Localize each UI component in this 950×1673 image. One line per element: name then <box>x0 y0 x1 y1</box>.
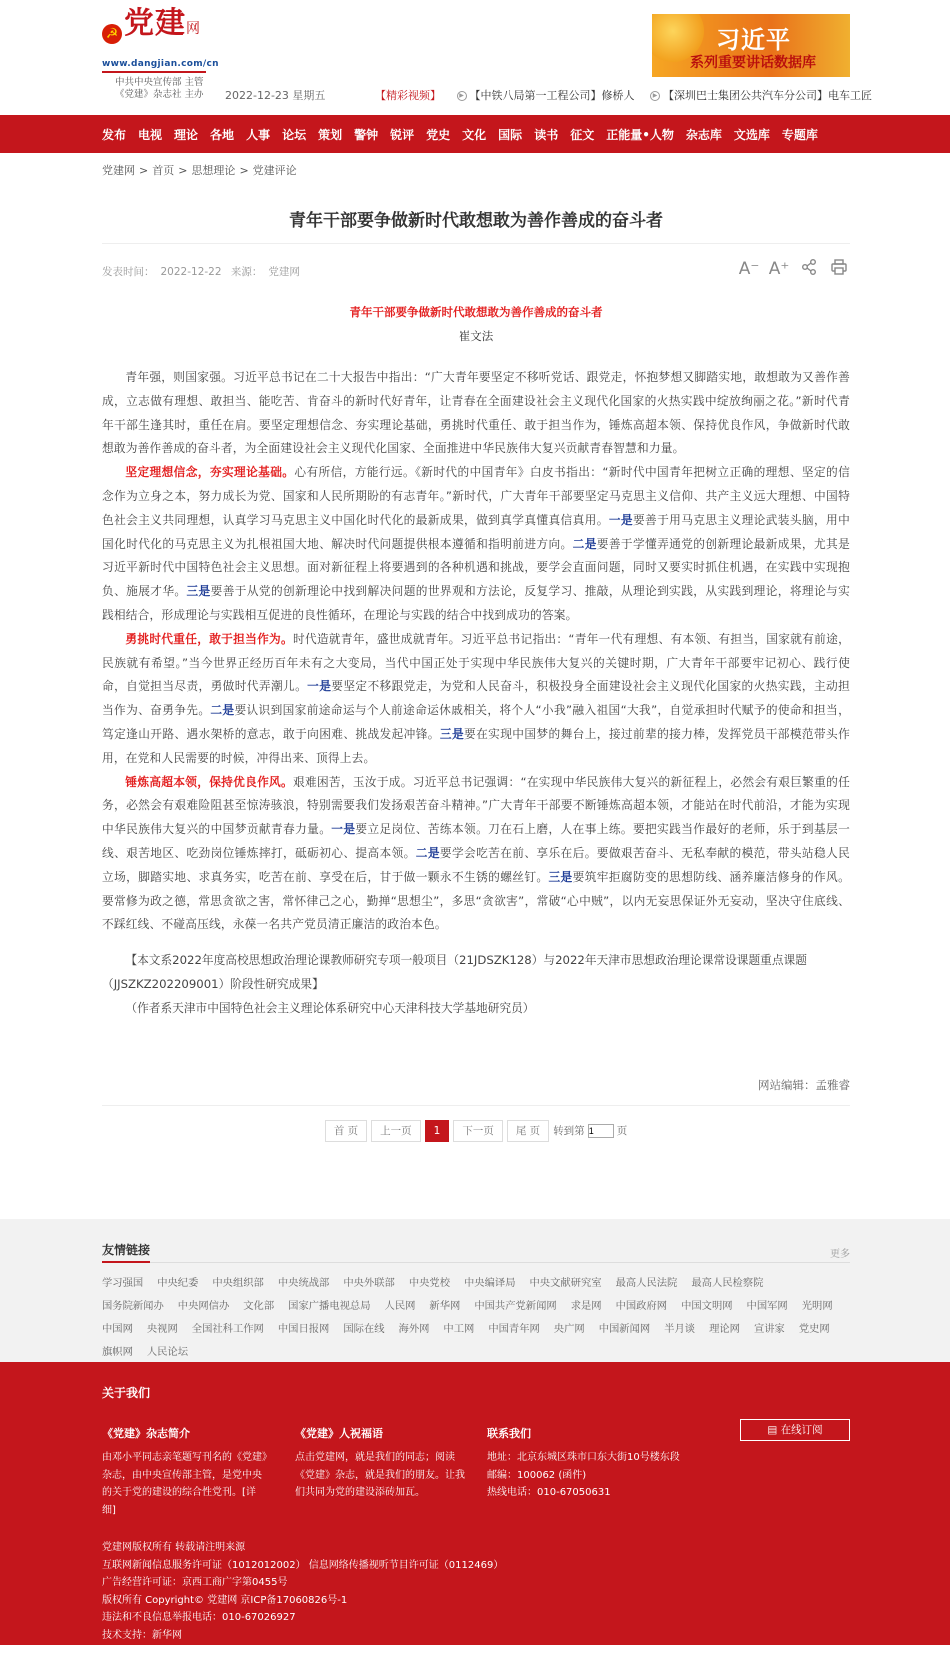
friend-link[interactable]: 中国网 <box>102 1323 133 1336</box>
section-lead: 勇挑时代重任，敢于担当作为。 <box>125 631 294 646</box>
paragraph: 青年强，则国家强。习近平总书记在二十大报告中指出：“广大青年要坚定不移听党话、跟党走，怀抱梦想又脚踏实地，敢想敢为又善作善成，立志做有理想、敢担当、能吃苦、肯奋斗的新时代好青年，让青春在全面建设社会主义现代化国家的火热实践中绽放绚丽之花。”新时代青年干部生逢其时，重任在肩。要坚定理想信念、夯实理论基础，勇挑时代重任、敢于担当作为，锤炼高超本领、保持优良作风，争做新时代敢想敢为善作善成的奋斗者，为全面建设社会主义现代化国家、全面推进中华民族伟大复兴贡献青春智慧和力量。 <box>102 370 850 456</box>
breadcrumb-separator: > <box>239 164 249 177</box>
text-run: 时代造就青年，盛世成就青年。习近平总书记指出：“青年一代有理想、有本领、有担当，国家就有前途，民族就有希望。”当今世界正经历百年未有之大变局，当代中国正处于实现中华民族伟大复兴的关键时期，广大青年干部要牢记初心、践行使命，自觉担当尽责，勇做时代弄潮儿。 <box>102 631 850 694</box>
breadcrumb-separator: > <box>139 164 149 177</box>
text-run: 心有所信，方能行远。《新时代的中国青年》白皮书指出：“新时代中国青年把树立正确的理想、坚定的信念作为立身之本，努力成长为党、国家和人民所期盼的有志青年。”新时代，广大青年干部要坚定马克思主义信仰、共产主义远大理想、中国特色社会主义共同理想，认真学习马克思主义中国化时代化的最新成果，做到真学真懂真信真用。 <box>102 465 850 527</box>
friend-link[interactable]: 国务院新闻办 <box>102 1299 164 1312</box>
friend-link[interactable]: 中央编译局 <box>464 1276 516 1289</box>
nav-item[interactable]: 征文 <box>570 127 595 142</box>
more-link[interactable]: 更多 <box>830 1248 850 1260</box>
nav-item[interactable]: 电视 <box>138 127 163 142</box>
friend-link[interactable]: 中央纪委 <box>157 1276 199 1289</box>
text-run: 要立足岗位、苦练本领。刀在石上磨，人在事上练。要把实践当作最好的老师，乐于到基层一线、艰苦地区、吃劲岗位锤炼摔打，砥砺初心、提高本领。 <box>102 822 850 860</box>
friend-link[interactable]: 中央文献研究室 <box>529 1276 602 1289</box>
first-page-button[interactable]: 首 页 <box>325 1120 367 1142</box>
friend-link[interactable]: 中央组织部 <box>212 1276 264 1289</box>
page-header <box>102 0 872 115</box>
friend-link[interactable]: 央视网 <box>146 1323 178 1336</box>
page-unit: 页 <box>616 1125 628 1138</box>
speech-database-banner[interactable] <box>652 14 850 77</box>
text-run: 艰难困苦，玉汝于成。习近平总书记强调：“在实现中华民族伟大复兴的新征程上，必然会有艰巨繁重的任务，必然会有艰难险阻甚至惊涛骇浪，特别需要我们发扬艰苦奋斗精神。”广大青年干部要不断锤炼高超本领，才能站在时代前沿，才能为实现中华民族伟大复兴的中国梦贡献青春力量。 <box>102 774 850 837</box>
text-run: 要善于用马克思主义理论武装头脑，用中国化时代化的马克思主义为扎根祖国大地、解决时代问题提供根本遵循和指明前进方向。 <box>102 512 850 551</box>
nav-item[interactable]: 策划 <box>318 127 343 142</box>
site-editor: 网站编辑：孟雅睿 <box>102 1077 850 1106</box>
about-us-title: 关于我们 <box>102 1385 151 1400</box>
friend-link[interactable]: 中央外联部 <box>343 1276 395 1289</box>
publish-date: 2022-12-22 <box>160 266 222 278</box>
next-page-button[interactable]: 下一页 <box>453 1120 503 1142</box>
nav-item[interactable]: 发布 <box>102 127 127 142</box>
article-author: 崔文法 <box>458 329 494 343</box>
keyword: 二是 <box>210 703 235 718</box>
keyword: 一是 <box>307 679 332 694</box>
nav-item[interactable]: 党史 <box>426 127 451 142</box>
friend-link[interactable]: 宣讲家 <box>753 1323 785 1336</box>
friend-link[interactable]: 人民论坛 <box>146 1346 189 1359</box>
last-page-button[interactable]: 尾 页 <box>507 1120 549 1142</box>
nav-item[interactable]: 文选库 <box>733 127 770 142</box>
column-title: 联系我们 <box>487 1426 531 1440</box>
main-nav <box>0 115 950 153</box>
friend-link[interactable]: 中央统战部 <box>277 1276 330 1289</box>
friend-link[interactable]: 中国日报网 <box>277 1323 330 1336</box>
column-title: 《党建》杂志简介 <box>102 1426 190 1440</box>
logo-net: 网 <box>186 21 201 37</box>
nav-item[interactable]: 人事 <box>246 127 271 142</box>
keyword: 一是 <box>331 822 356 837</box>
friend-link[interactable]: 新华网 <box>429 1299 461 1312</box>
site-footer <box>0 1362 950 1645</box>
column-text: 由邓小平同志亲笔题写刊名的《党建》杂志，由中央宣传部主管，是党中央的关于党的建设的综合性党刊。[详细] <box>102 1452 267 1516</box>
copyright-line: 版权所有 Copyright© 党建网 京ICP备17060826号-1 <box>102 1594 348 1606</box>
ticker-item[interactable]: 【中铁八局第一工程公司】修桥人 <box>469 89 635 102</box>
friend-link[interactable]: 党史网 <box>798 1323 830 1336</box>
ticker-item[interactable]: 【深圳巴士集团公共汽车分公司】电车工匠 <box>663 89 872 102</box>
nav-item[interactable]: 理论 <box>174 127 199 142</box>
friend-link[interactable]: 旗帜网 <box>102 1346 133 1359</box>
magazine-intro <box>102 1425 267 1520</box>
friend-link[interactable]: 最高人民检察院 <box>691 1276 764 1289</box>
article-notes <box>102 949 850 1020</box>
goto-page-input[interactable] <box>588 1124 614 1138</box>
contact-line: 地址：北京东城区珠市口东大街10号楼东段 <box>487 1452 680 1464</box>
text-run: 要认识到国家前途命运与个人前途命运休戚相关，将个人“小我”融入祖国“大我”，自觉承担时代赋予的使命和担当，笃定逢山开路、遇水架桥的意志，敢于向困难、挑战发起冲锋。 <box>102 703 850 741</box>
friend-link[interactable]: 央广网 <box>553 1323 585 1336</box>
publish-label: 发表时间： <box>102 266 155 278</box>
subscribe-label: 在线订阅 <box>780 1423 823 1436</box>
friend-link[interactable]: 中国青年网 <box>488 1323 540 1336</box>
contact-line: 热线电话：010-67050631 <box>487 1487 611 1499</box>
author-note: （作者系天津市中国特色社会主义理论体系研究中心天津科技大学基地研究员） <box>125 1000 535 1015</box>
nav-item[interactable]: 文化 <box>462 127 487 142</box>
contact-column <box>487 1425 687 1520</box>
friend-link[interactable]: 最高人民法院 <box>615 1276 678 1289</box>
paragraph <box>102 771 850 938</box>
site-logo[interactable] <box>102 6 219 73</box>
text-run: 要学会吃苦在前、享乐在后。要做艰苦奋斗、无私奉献的模范，带头站稳人民立场，脚踏实地、求真务实，吃苦在前、享受在后，甘于做一颗永不生锈的螺丝钉。 <box>102 845 850 884</box>
goto-label: 转到第 <box>553 1125 585 1138</box>
nav-item[interactable]: 警钟 <box>354 127 379 142</box>
text-run: 要筑牢拒腐防变的思想防线、涵养廉洁修身的作风。要常修为政之德，常思贪欲之害，常怀律己之心，勤掸“思想尘”，多思“贪欲害”，常破“心中贼”，以内无妄思保证外无妄动，坚决守住底线、不踩红线、不碰高压线，永葆一名共产党员清正廉洁的政治本色。 <box>102 869 850 932</box>
friend-link[interactable]: 国家广播电视总局 <box>288 1299 371 1312</box>
font-increase-icon[interactable]: A⁺ <box>768 259 790 279</box>
org-line: 《党建》杂志社 主办 <box>115 89 204 100</box>
nav-item[interactable]: 杂志库 <box>685 127 722 142</box>
logo-underline <box>102 71 206 73</box>
text-run: 要善于从党的创新理论中找到解决问题的世界观和方法论，反复学习、推敲，从理论到实践，从实践到理论，将理论与实践相结合，形成理论与实践相互促进的良性循环，在理论与实践的结合中找到成功的答案。 <box>102 584 851 622</box>
source-label: 来源： <box>230 266 263 278</box>
blessing-column <box>295 1425 465 1520</box>
text-run: 要善于学懂弄通党的创新理论最新成果，尤其是习近平新时代中国特色社会主义思想。面对新征程上将要遇到的各种机遇和挑战，要学会直面问题，同时又要实时抓住机遇，在实践中实现抱负、施展才华。 <box>102 536 850 599</box>
nav-item[interactable]: 各地 <box>210 127 235 142</box>
section-lead: 坚定理想信念，夯实理论基础。 <box>125 465 295 480</box>
contact-line: 邮编：100062 (函件) <box>487 1469 587 1481</box>
friend-link[interactable]: 中央网信办 <box>177 1299 230 1312</box>
document-icon: ▤ <box>767 1423 781 1436</box>
paragraph <box>102 461 850 628</box>
text-run: 要坚定不移跟党走，为党和人民奋斗，积极投身全面建设社会主义现代化国家的火热实践，主动担当作为、奋勇争先。 <box>102 679 850 718</box>
friend-link[interactable]: 中工网 <box>443 1323 475 1336</box>
friend-links-section <box>0 1219 950 1362</box>
friend-link[interactable]: 中国政府网 <box>615 1299 668 1312</box>
nav-item[interactable]: 国际 <box>498 127 523 142</box>
keyword: 三是 <box>548 869 573 884</box>
article-subtitle: 青年干部要争做新时代敢想敢为善作善成的奋斗者 <box>349 305 603 319</box>
banner-subtitle: 系列重要讲话数据库 <box>690 55 816 71</box>
breadcrumb-link[interactable]: 首页 <box>152 164 175 177</box>
subscribe-button[interactable] <box>740 1419 850 1441</box>
ticker-tag[interactable]: 【精彩视频】 <box>375 89 441 102</box>
copyright-line: 党建网版权所有 转载请注明来源 <box>102 1542 246 1554</box>
article-title: 青年干部要争做新时代敢想敢为善作善成的奋斗者 <box>102 206 850 244</box>
play-icon: ▶ <box>457 91 467 101</box>
logo-url: www.dangjian.com/cn <box>102 59 219 69</box>
nav-item[interactable]: 正能量•人物 <box>606 127 674 142</box>
copyright-line: 违法和不良信息举报电话：010-67026927 <box>102 1612 296 1624</box>
article-meta <box>102 256 850 296</box>
keyword: 二是 <box>415 845 440 860</box>
copyright-line: 互联网新闻信息服务许可证（1012012002） 信息网络传播视听节目许可证（0112469） <box>102 1559 504 1571</box>
funding-note: 【本文系2022年度高校思想政治理论课教师研究专项一般项目（21JDSZK128）与2022年天津市思想政治理论课常设课题重点课题（JJSZKZ202209001）阶段性研究成果】 <box>102 953 807 991</box>
share-icon[interactable] <box>798 258 820 280</box>
friend-link[interactable]: 学习强国 <box>102 1276 144 1289</box>
column-text: 点击党建网，就是我们的同志；阅读《党建》杂志，就是我们的朋友。让我们共同为党的建设添砖加瓦。 <box>295 1452 465 1499</box>
print-icon[interactable] <box>828 258 850 280</box>
breadcrumb <box>102 162 850 176</box>
keyword: 一是 <box>608 512 633 527</box>
keyword: 三是 <box>186 584 211 599</box>
friend-link[interactable]: 中国文明网 <box>681 1299 733 1312</box>
video-ticker <box>375 87 872 103</box>
nav-item[interactable]: 锐评 <box>390 127 415 142</box>
nav-item[interactable]: 论坛 <box>282 127 307 142</box>
friend-link[interactable]: 国际在线 <box>343 1323 385 1336</box>
article-body <box>102 366 850 937</box>
nav-item[interactable]: 读书 <box>534 127 559 142</box>
banner-title: 习近平 <box>716 26 791 54</box>
paragraph <box>102 628 850 771</box>
text-run: 要在实现中国梦的舞台上，接过前辈的接力棒，发挥党员干部模范带头作用，在党和人民需要的时候，冲得出来、顶得上去。 <box>102 726 850 765</box>
breadcrumb-link[interactable]: 思想理论 <box>191 164 236 177</box>
article-tools <box>730 258 850 280</box>
friend-link[interactable]: 文化部 <box>243 1299 275 1312</box>
keyword: 二是 <box>572 536 597 551</box>
friend-link[interactable]: 理论网 <box>709 1323 740 1336</box>
copyright-line: 广告经营许可证：京西工商广字第0455号 <box>102 1577 288 1589</box>
friend-link[interactable]: 中国新闻网 <box>598 1323 651 1336</box>
section-lead: 锤炼高超本领，保持优良作风。 <box>125 774 294 789</box>
current-date: 2022-12-23 星期五 <box>225 89 326 102</box>
friend-link[interactable]: 海外网 <box>398 1323 430 1336</box>
friend-links-title: 友情链接 <box>102 1241 150 1263</box>
breadcrumb-separator: > <box>178 164 188 177</box>
friend-links-list <box>102 1272 850 1365</box>
breadcrumb-link[interactable]: 党建评论 <box>252 164 297 177</box>
source: 党建网 <box>268 266 300 278</box>
breadcrumb-link[interactable]: 党建网 <box>102 164 135 177</box>
column-title: 《党建》人祝福语 <box>295 1426 383 1440</box>
friend-link[interactable]: 光明网 <box>801 1299 833 1312</box>
friend-link[interactable]: 中央党校 <box>408 1276 451 1289</box>
organizer-info <box>115 77 204 101</box>
party-emblem-icon: ☭ <box>102 24 122 44</box>
org-line: 中共中央宣传部 主管 <box>115 77 204 88</box>
friend-link[interactable]: 半月谈 <box>664 1323 696 1336</box>
friend-link[interactable]: 全国社科工作网 <box>191 1323 264 1336</box>
font-decrease-icon[interactable]: A⁻ <box>738 259 760 279</box>
friend-link[interactable]: 中国军网 <box>746 1299 788 1312</box>
nav-item[interactable]: 专题库 <box>781 127 818 142</box>
copyright-line: 技术支持：新华网 <box>102 1629 182 1641</box>
prev-page-button[interactable]: 上一页 <box>371 1120 421 1142</box>
friend-link[interactable]: 求是网 <box>570 1299 602 1312</box>
keyword: 三是 <box>439 726 465 741</box>
friend-link[interactable]: 人民网 <box>384 1299 416 1312</box>
friend-link[interactable]: 中国共产党新闻网 <box>474 1299 557 1312</box>
pagination <box>102 1120 850 1142</box>
logo-text: 党建 <box>124 6 186 41</box>
current-page[interactable]: 1 <box>425 1120 450 1142</box>
play-icon: ▶ <box>650 91 660 101</box>
copyright-block <box>102 1539 850 1645</box>
